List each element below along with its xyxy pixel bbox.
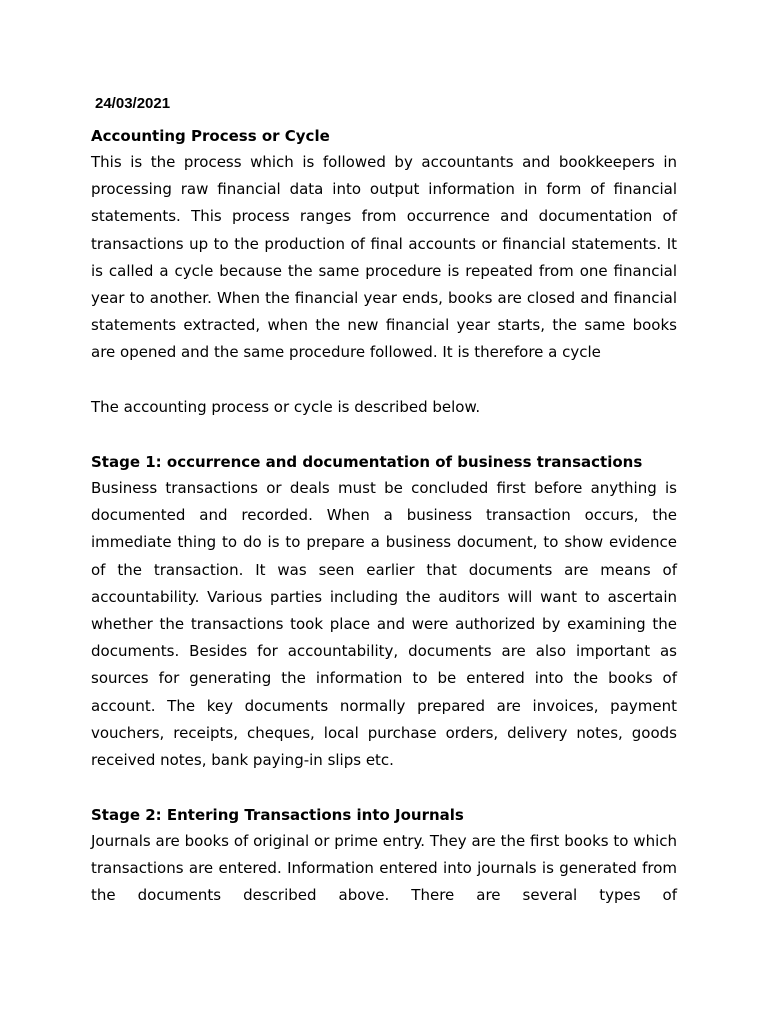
described-below-text: The accounting process or cycle is described below. [91, 398, 481, 416]
stage2-heading: Stage 2: Entering Transactions into Journals [91, 806, 464, 824]
document-date: 24/03/2021 [95, 95, 171, 112]
intro-paragraph: This is the process which is followed by accountants and bookkeepers in processing raw financial data into output information in form of financial statements. This process ranges from occurrence and documentation of transactions up to the production of final accounts or financial statements. It is called a cycle because the same procedure is repeated from one financial year to another. When the financial year ends, books are closed and financial statements extracted, when the new financial year starts, the same books are opened and the same procedure followed. It is therefore a cycle [91, 153, 677, 362]
document-title: Accounting Process or Cycle [91, 127, 330, 145]
stage2-paragraph: Journals are books of original or prime entry. They are the first books to which transactions are entered. Information entered into journals is generated from the documents described above. There are several types of [91, 832, 677, 905]
stage1-heading: Stage 1: occurrence and documentation of business transactions [91, 453, 643, 471]
stage1-paragraph: Business transactions or deals must be concluded first before anything is documented and recorded. When a business transaction occurs, the immediate thing to do is to prepare a business document, to show evidence of the transaction. It was seen earlier that documents are means of accountability. Various parties including the auditors will want to ascertain whether the transactions took place and were authorized by examining the documents. Besides for accountability, documents are also important as sources for generating the information to be entered into the books of account. The key documents normally prepared are invoices, payment vouchers, receipts, cheques, local purchase orders, delivery notes, goods received notes, bank paying-in slips etc. [91, 479, 677, 770]
